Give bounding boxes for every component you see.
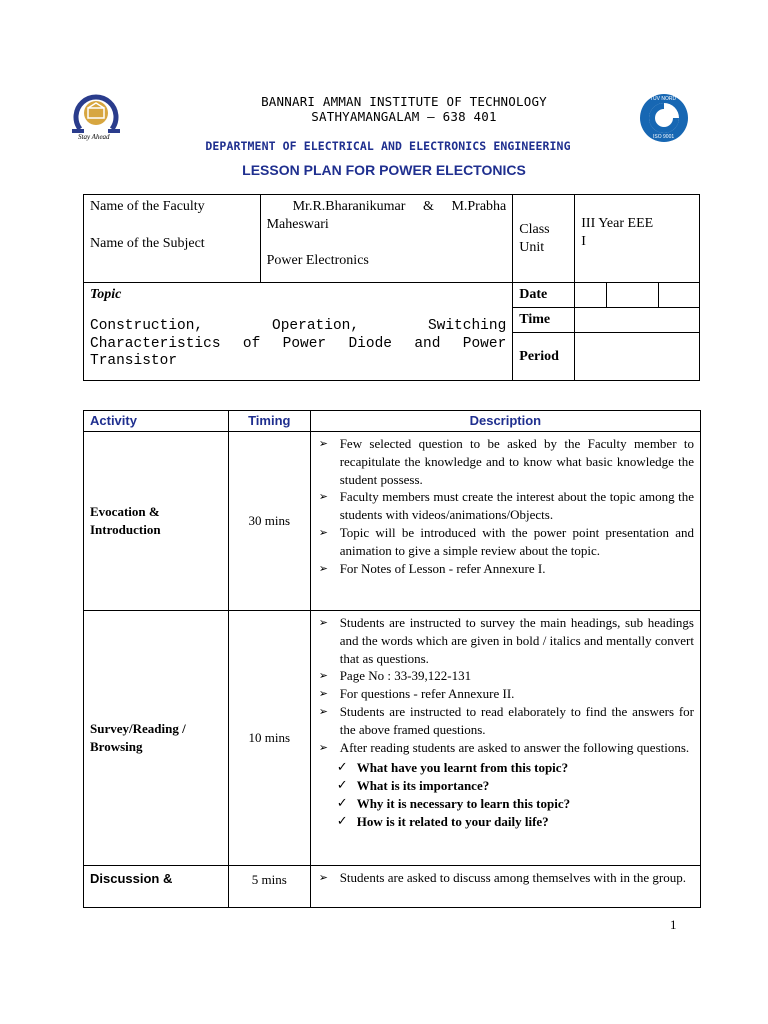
institute-name: BANNARI AMMAN INSTITUTE OF TECHNOLOGY bbox=[261, 94, 547, 109]
faculty-subject-values bbox=[260, 195, 513, 283]
class-unit-values bbox=[575, 195, 700, 283]
list-item: ➢ Students are instructed to survey the main headings, sub headings and the words which are given in bold / italics and mentally convert that as questions. bbox=[317, 614, 694, 667]
date-label: Date bbox=[513, 283, 575, 308]
class-unit-labels bbox=[513, 195, 575, 283]
list-item: ➢ For questions - refer Annexure II. bbox=[317, 685, 694, 703]
description-header: Description bbox=[310, 411, 700, 432]
list-item: ➢ For Notes of Lesson - refer Annexure I. bbox=[317, 560, 694, 578]
period-value-cell bbox=[575, 333, 700, 381]
faculty-value: Mr.R.Bharanikumar & M.Prabha Maheswari bbox=[266, 199, 507, 232]
activity-timing: 30 mins bbox=[228, 432, 310, 611]
department-title: DEPARTMENT OF ELECTRICAL AND ELECTRONICS ENGINEERING bbox=[205, 139, 571, 153]
activity-header: Activity bbox=[84, 411, 229, 432]
lesson-plan-title: LESSON PLAN FOR POWER ELECTONICS bbox=[242, 162, 526, 178]
time-value-cell bbox=[575, 308, 700, 333]
question-item: ✓ How is it related to your daily life? bbox=[337, 813, 700, 831]
activity-timing: 5 mins bbox=[228, 866, 310, 908]
activity-description bbox=[310, 611, 700, 866]
subject-label: Name of the Subject bbox=[90, 236, 205, 251]
list-item: ➢ Faculty members must create the interest about the topic among the students with videos/animations/Objects. bbox=[317, 488, 694, 524]
activity-timing: 10 mins bbox=[228, 611, 310, 866]
logo-motto: Stay Ahead bbox=[78, 133, 110, 141]
list-item: ➢ Page No : 33-39,122-131 bbox=[317, 667, 694, 685]
list-item: ➢ Students are asked to discuss among themselves with in the group. bbox=[317, 869, 694, 887]
activity-name: Discussion & bbox=[84, 866, 229, 908]
time-label: Time bbox=[513, 308, 575, 333]
class-label: Class bbox=[519, 221, 550, 237]
page-number: 1 bbox=[670, 917, 677, 932]
topic-value: Construction, Operation, Switching Characteristics of Power Diode and Power Transistor bbox=[90, 318, 507, 369]
faculty-subject-labels bbox=[84, 195, 261, 283]
certification-bottom-text: ISO 9001 bbox=[653, 134, 675, 140]
topic-label: Topic bbox=[90, 287, 122, 302]
lesson-info-table bbox=[83, 194, 700, 381]
table-row bbox=[84, 432, 701, 611]
question-item: ✓ What have you learnt from this topic? bbox=[337, 759, 700, 777]
topic-cell bbox=[84, 283, 513, 381]
faculty-label: Name of the Faculty bbox=[90, 199, 205, 214]
period-label: Period bbox=[513, 333, 575, 381]
class-value: III Year EEE bbox=[581, 216, 654, 231]
activity-description bbox=[310, 432, 700, 611]
date-cell-1 bbox=[575, 283, 607, 308]
date-cell-2 bbox=[607, 283, 659, 308]
question-item: ✓ What is its importance? bbox=[337, 777, 700, 795]
list-item: ➢ After reading students are asked to answer the following questions. bbox=[317, 739, 694, 757]
unit-value: I bbox=[581, 234, 586, 249]
table-row bbox=[84, 611, 701, 866]
table-row bbox=[84, 866, 701, 908]
list-item: ➢ Few selected question to be asked by the Faculty member to recapitulate the knowledge and to know what basic knowledge the student possess. bbox=[317, 435, 694, 488]
activity-name: Evocation & Introduction bbox=[84, 432, 229, 611]
certification-top-text: TÜV NORD bbox=[650, 96, 677, 102]
unit-label: Unit bbox=[519, 239, 545, 255]
timing-header: Timing bbox=[228, 411, 310, 432]
date-cell-3 bbox=[659, 283, 700, 308]
activity-table bbox=[83, 410, 701, 908]
list-item: ➢ Topic will be introduced with the power point presentation and animation to give a simple review about the topic. bbox=[317, 524, 694, 560]
institute-location: SATHYAMANGALAM – 638 401 bbox=[311, 109, 497, 124]
subject-value: Power Electronics bbox=[266, 253, 369, 268]
activity-description bbox=[310, 866, 700, 908]
question-item: ✓ Why it is necessary to learn this topic? bbox=[337, 795, 700, 813]
institute-header bbox=[20, 94, 768, 124]
list-item: ➢ Students are instructed to read elaborately to find the answers for the above framed questions. bbox=[317, 703, 694, 739]
activity-name: Survey/Reading / Browsing bbox=[84, 611, 229, 866]
